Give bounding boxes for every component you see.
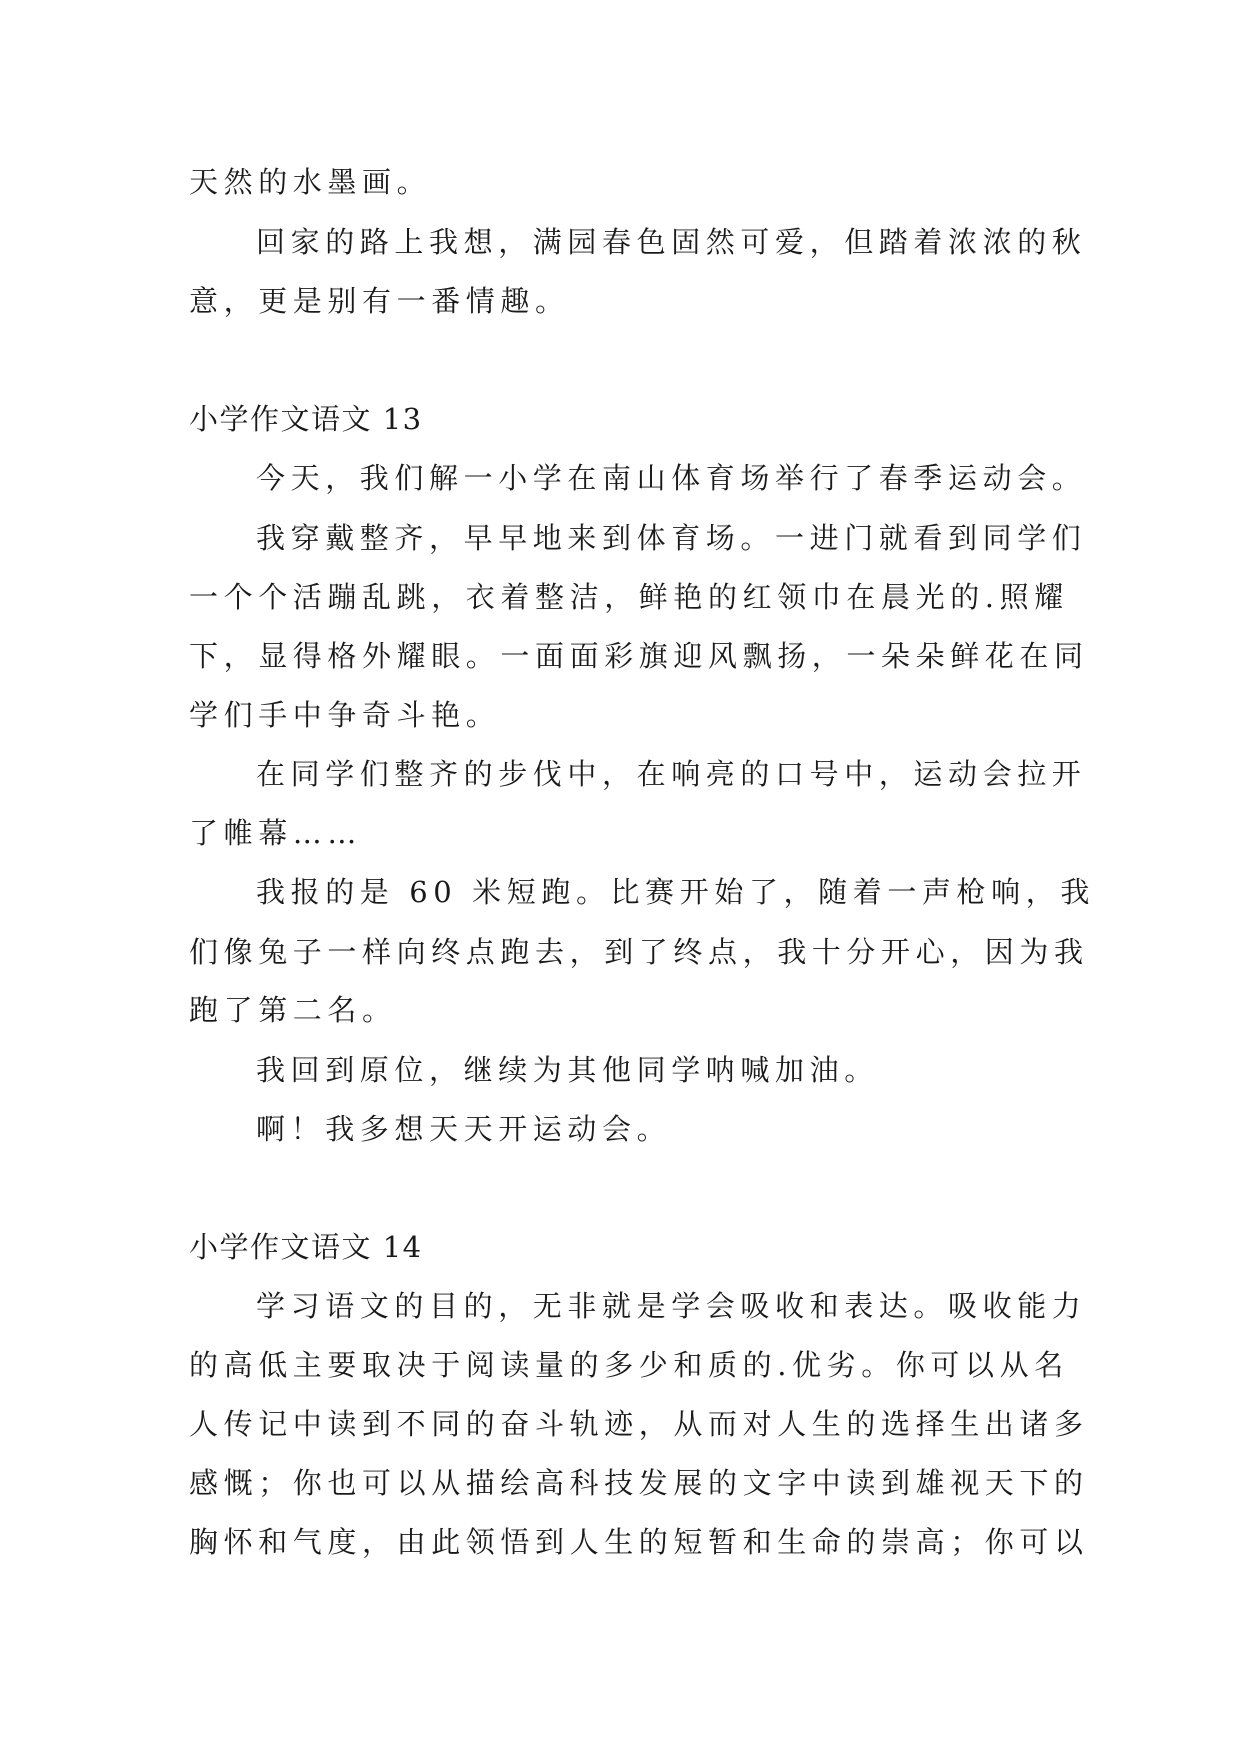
text-line: 下，显得格外耀眼。一面面彩旗迎风飘扬，一朵朵鲜花在同 xyxy=(189,639,1089,673)
text-line: 啊！我多想天天开运动会。 xyxy=(256,1112,672,1146)
text-line: 学们手中争奇斗艳。 xyxy=(189,698,501,732)
section-heading: 小学作文语文 13 xyxy=(189,402,423,436)
text-line: 一个个活蹦乱跳，衣着整洁，鲜艳的红领巾在晨光的.照耀 xyxy=(189,580,1069,614)
text-line: 了帷幕…… xyxy=(189,816,363,850)
text-line: 我报的是 60 米短跑。比赛开始了，随着一声枪响，我 xyxy=(256,875,1095,909)
text-line: 我回到原位，继续为其他同学呐喊加油。 xyxy=(256,1053,879,1087)
text-line: 感慨；你也可以从描绘高科技发展的文字中读到雄视天下的 xyxy=(189,1466,1089,1500)
text-line: 回家的路上我想，满园春色固然可爱，但踏着浓浓的秋 xyxy=(256,225,1087,259)
text-line: 跑了第二名。 xyxy=(189,993,397,1027)
section-heading: 小学作文语文 14 xyxy=(189,1230,423,1264)
text-line: 人传记中读到不同的奋斗轨迹，从而对人生的选择生出诸多 xyxy=(189,1407,1089,1441)
text-line: 我穿戴整齐，早早地来到体育场。一进门就看到同学们 xyxy=(256,521,1087,555)
text-line: 意，更是别有一番情趣。 xyxy=(189,284,570,318)
text-line: 今天，我们解一小学在南山体育场举行了春季运动会。 xyxy=(256,461,1087,495)
text-line: 胸怀和气度，由此领悟到人生的短暂和生命的崇高；你可以 xyxy=(189,1525,1089,1559)
text-line: 天然的水墨画。 xyxy=(189,165,432,199)
text-line: 的高低主要取决于阅读量的多少和质的.优劣。你可以从名 xyxy=(189,1348,1069,1382)
text-line: 在同学们整齐的步伐中，在响亮的口号中，运动会拉开 xyxy=(256,757,1087,791)
text-line: 学习语文的目的，无非就是学会吸收和表达。吸收能力 xyxy=(256,1289,1087,1323)
text-line: 们像兔子一样向终点跑去，到了终点，我十分开心，因为我 xyxy=(189,935,1089,969)
